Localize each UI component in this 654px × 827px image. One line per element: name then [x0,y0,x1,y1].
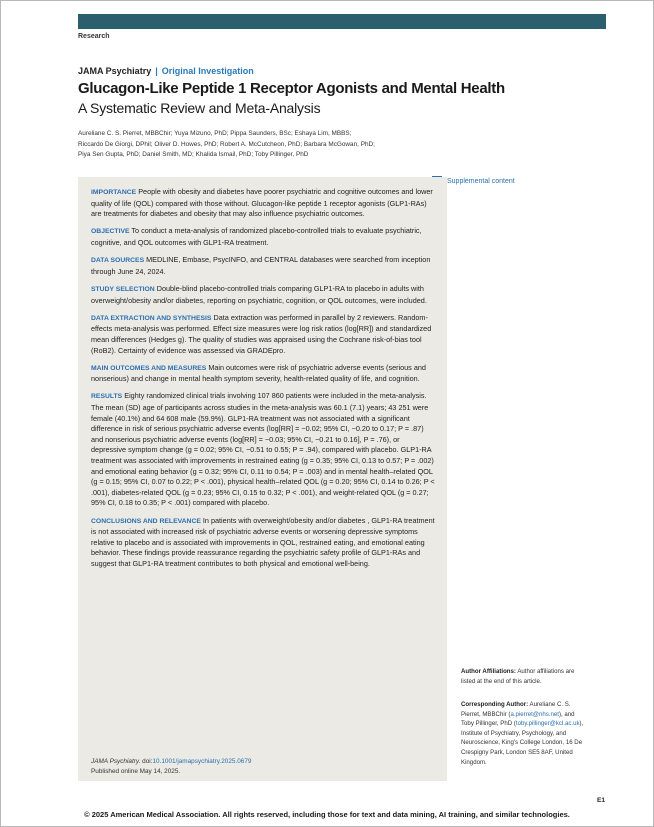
doi-prefix: doi: [142,758,153,765]
abstract-study-selection [91,284,435,306]
abstract-heading: MAIN OUTCOMES AND MEASURES [91,364,207,372]
abstract-heading: OBJECTIVE [91,228,130,236]
published-date: Published online May 14, 2025. [91,767,181,775]
article-type[interactable]: Original Investigation [161,66,254,76]
abstract-data-extraction [91,313,435,356]
abstract-text: Eighty randomized clinical trials involving 107 860 patients were included in the meta-analysis. The mean (SD) age of participants across studies in the meta-analysis was 60.1 (7.1) years; 43 251 were female (40.1%) and 64 608 male (59.9%). GLP1-RA treatment was not associated with a significant difference in risk of serious psychiatric adverse events (log[RR] = −0.02; 95% CI, −0.20 to 0.17; P = .87) and nonserious psychiatric adverse events (log[RR] = −0.03; 95% CI, −0.21 to 0.16], P = .76), or depressive symptom change (g = 0.02; 95% CI, −0.51 to 0.55; P = .94), compared with placebo. GLP1-RA treatment was associated with improvements in restrained eating (g = 0.35; 95% CI, 0.13 to 0.57; P = .002) and emotional eating behavior (g = 0.32; 95% CI, 0.11 to 0.54; P = .003) and in mental health–related QOL (g = 0.15; 95% CI, 0.07 to 0.22; P < .001), physical health–related QOL (g = 0.20; 95% CI, 0.14 to 0.26; P < .001), diabetes-related QOL (g = 0.23; 95% CI, 0.15 to 0.32; P < .001), and weight-related QOL (g = 0.27; 95% CI, 0.18 to 0.35; P < .001) compared with placebo. [91,391,435,508]
abstract-conclusions [91,516,435,570]
abstract-text: To conduct a meta-analysis of randomized placebo-controlled trials to evaluate psychiatric, cognitive, and QOL outcomes with GLP1-RA treatment. [91,226,422,247]
abstract-objective [91,226,435,248]
abstract-heading: CONCLUSIONS AND RELEVANCE [91,517,201,525]
abstract-text: People with obesity and diabetes have poorer psychiatric and cognitive outcomes and lower quality of life (QOL) compared with those without. Glucagon-like peptide 1 receptor agonists (GLP1-RAs) are treatments for diabetes and obesity that may also influence psychiatric outcomes. [91,187,433,219]
citation-journal: JAMA Psychiatry. [91,758,141,765]
abstract-data-sources [91,255,435,277]
abstract-box [78,177,447,781]
doi-link[interactable]: 10.1001/jamapsychiatry.2025.0679 [152,758,252,765]
abstract-heading: IMPORTANCE [91,189,137,196]
author-line: Riccardo De Giorgi, DPhil; Oliver D. Howes, PhD; Robert A. McCutcheon, PhD; Barbara McGowan, PhD; [78,140,375,148]
abstract-text: In patients with overweight/obesity and/or diabetes , GLP1-RA treatment is not associated with increased risk of psychiatric adverse events or worsening depressive symptoms relative to placebo and is associated with improvements in QOL, restrained eating, and emotional eating behavior. These findings provide reassurance regarding the psychiatric safety profile of GLP1-RAs and suggest that GLP1-RA treatment contributes to both physical and emotional well-being. [91,515,435,568]
email-link-1[interactable]: a.pierret@nhs.net [510,710,559,718]
article-title: Glucagon-Like Peptide 1 Receptor Agonists and Mental Health [78,80,505,97]
author-list [78,129,438,161]
email-link-2[interactable]: toby.pillinger@kcl.ac.uk [515,720,580,728]
page-number: E1 [597,797,605,804]
abstract-importance [91,187,435,220]
author-line: Piya Sen Gupta, PhD; Daniel Smith, MD; Khalida Ismail, PhD; Toby Pillinger, PhD [78,151,309,158]
corresponding-label: Corresponding Author: [461,701,529,708]
header-bar [78,14,606,29]
abstract-results [91,391,435,509]
journal-name: JAMA Psychiatry [78,66,152,76]
abstract-heading: DATA SOURCES [91,257,145,265]
abstract-heading: STUDY SELECTION [91,285,155,293]
copyright-notice: © 2025 American Medical Association. All rights reserved, including those for text and data mining, AI training, and similar technologies. [84,810,570,819]
corresponding-name-1: Aureliane C. S. Pierret, MBBChir [461,701,571,718]
abstract-heading: DATA EXTRACTION AND SYNTHESIS [91,314,212,322]
abstract-text: Double-blind placebo-controlled trials comparing GLP1-RA to placebo in adults with overweight/obesity and/or diabetes, reporting on psychiatric, cognition, or QOL outcomes, were included. [91,283,427,305]
author-affiliations [461,667,589,686]
abstract-text: MEDLINE, Embase, PsycINFO, and CENTRAL databases were searched from inception through June 24, 2024. [91,255,431,276]
abstract-text: Data extraction was performed in parallel by 2 reviewers. Random-effects meta-analysis was performed. Effect size measures were log risk ratios (log[RR]) and standardized mean differences (Hedges g). The quality of studies was appraised using the Cochrane risk-of-bias tool (RoB2). Certainty of evidence was assessed via GRADEpro. [91,312,432,355]
citation [91,757,251,776]
citation-line [91,757,251,767]
affiliations-text: Author affiliations are listed at the end of this article. [461,668,575,685]
affiliations-label: Author Affiliations: [461,668,516,675]
abstract-main-outcomes [91,363,435,385]
journal-separator: | [155,66,158,76]
author-line: Aureliane C. S. Pierret, MBBChir; Yuya Mizuno, PhD; Pippa Saunders, BSc; Eshaya Lim, MBBS; [78,130,352,137]
journal-line [78,66,254,76]
section-label: Research [78,33,110,40]
abstract-heading: RESULTS [91,393,123,401]
corresponding-address: Institute of Psychiatry, Psychology, and Neuroscience, King's College London, 16 De Crespigny Park, London SE5 8AF, United Kingdom. [461,729,583,766]
corresponding-author: Corresponding Author: Aureliane C. S. Pierret, MBBChir (a.pierret@nhs.net), and Toby Pillinger, PhD (toby.pillinger@kcl.ac.uk), Institute of Psychiatry, Psychology, and Neuroscience, King's College London, 16 De Crespigny Park, London SE5 8AF, United Kingdom. [461,701,584,766]
supplemental-label: Supplemental content [447,177,515,185]
article-subtitle: A Systematic Review and Meta-Analysis [78,100,321,116]
abstract-text: Main outcomes were risk of psychiatric adverse events (serious and nonserious) and change in mental health symptom severity, health-related quality of life, and cognition. [91,362,426,384]
corresponding-name-2: and Toby Pillinger, PhD [461,710,575,728]
